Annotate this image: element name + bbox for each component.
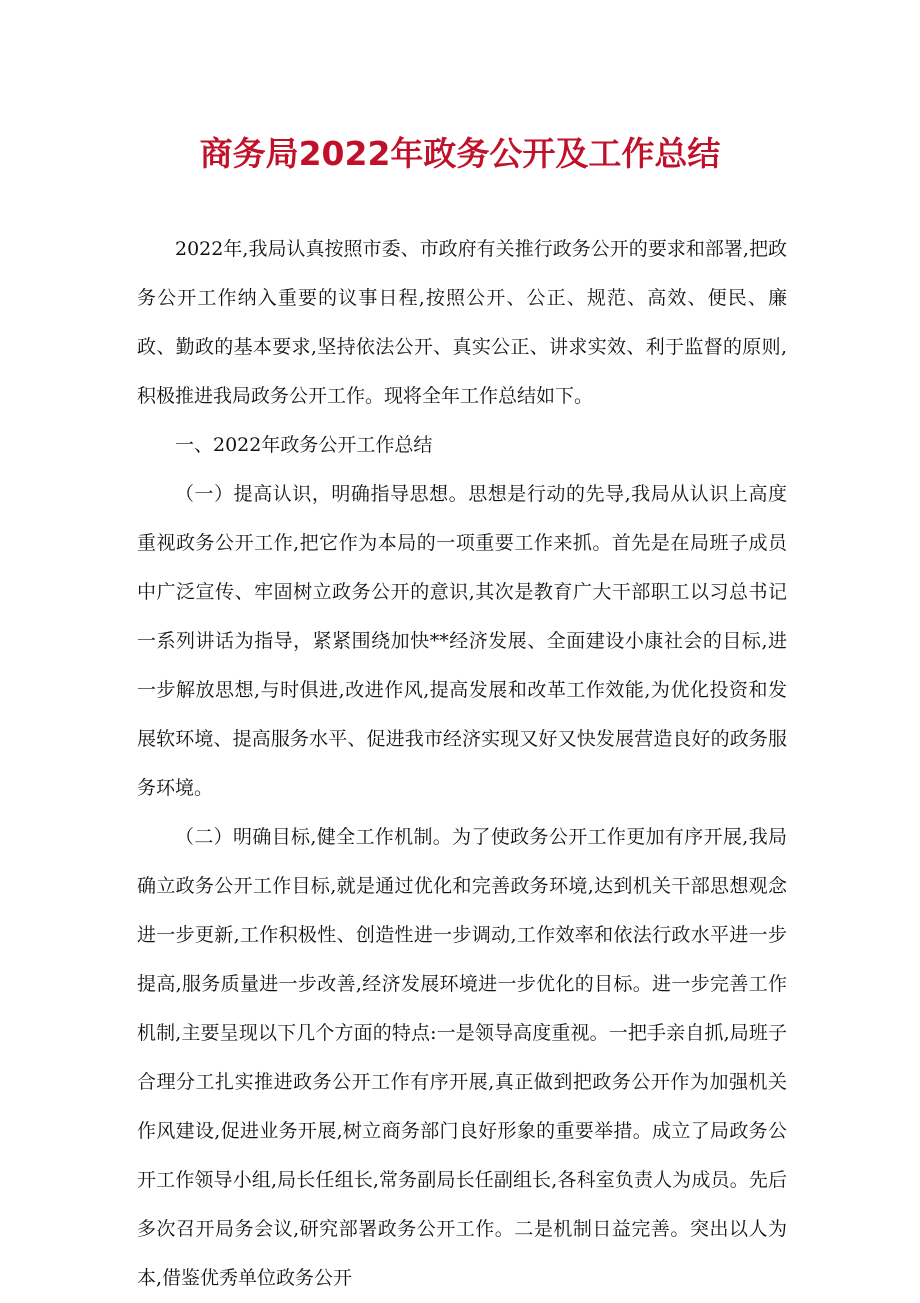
document-body bbox=[137, 225, 787, 1303]
document-title: 商务局2022年政务公开及工作总结 bbox=[199, 134, 721, 173]
section-heading: 一、2022年政务公开工作总结 bbox=[175, 434, 433, 456]
paragraph-item-1: （一）提高认识，明确指导思想。思想是行动的先导,我局从认识上高度重视政务公开工作,把它作为本局的一项重要工作来抓。首先是在局班子成员中广泛宣传、牢固树立政务公开的意识,其次是教育广大干部职工以习总书记一系列讲话为指导，紧紧围绕加快**经济发展、全面建设小康社会的目标,进一步解放思想,与时俱进,改进作风,提高发展和改革工作效能,为优化投资和发展软环境、提高服务水平、促进我市经济实现又好又快发展营造良好的政务服务环境。 bbox=[137, 483, 787, 799]
paragraph-intro: 2022年,我局认真按照市委、市政府有关推行政务公开的要求和部署,把政务公开工作纳入重要的议事日程,按照公开、公正、规范、高效、便民、廉政、勤政的基本要求,坚持依法公开、真实公正、讲求实效、利于监督的原则,积极推进我局政务公开工作。现将全年工作总结如下。 bbox=[137, 238, 787, 407]
paragraph-item-2: （二）明确目标,健全工作机制。为了使政务公开工作更加有序开展,我局确立政务公开工作目标,就是通过优化和完善政务环境,达到机关干部思想观念进一步更新,工作积极性、创造性进一步调动,工作效率和依法行政水平进一步提高,服务质量进一步改善,经济发展环境进一步优化的目标。进一步完善工作机制,主要呈现以下几个方面的特点:一是领导高度重视。一把手亲自抓,局班子合理分工扎实推进政务公开工作有序开展,真正做到把政务公开作为加强机关作风建设,促进业务开展,树立商务部门良好形象的重要举措。成立了局政务公开工作领导小组,局长任组长,常务副局长任副组长,各科室负责人为成员。先后多次召开局务会议,研究部署政务公开工作。二是机制日益完善。突出以人为本,借鉴优秀单位政务公开 bbox=[137, 826, 787, 1289]
